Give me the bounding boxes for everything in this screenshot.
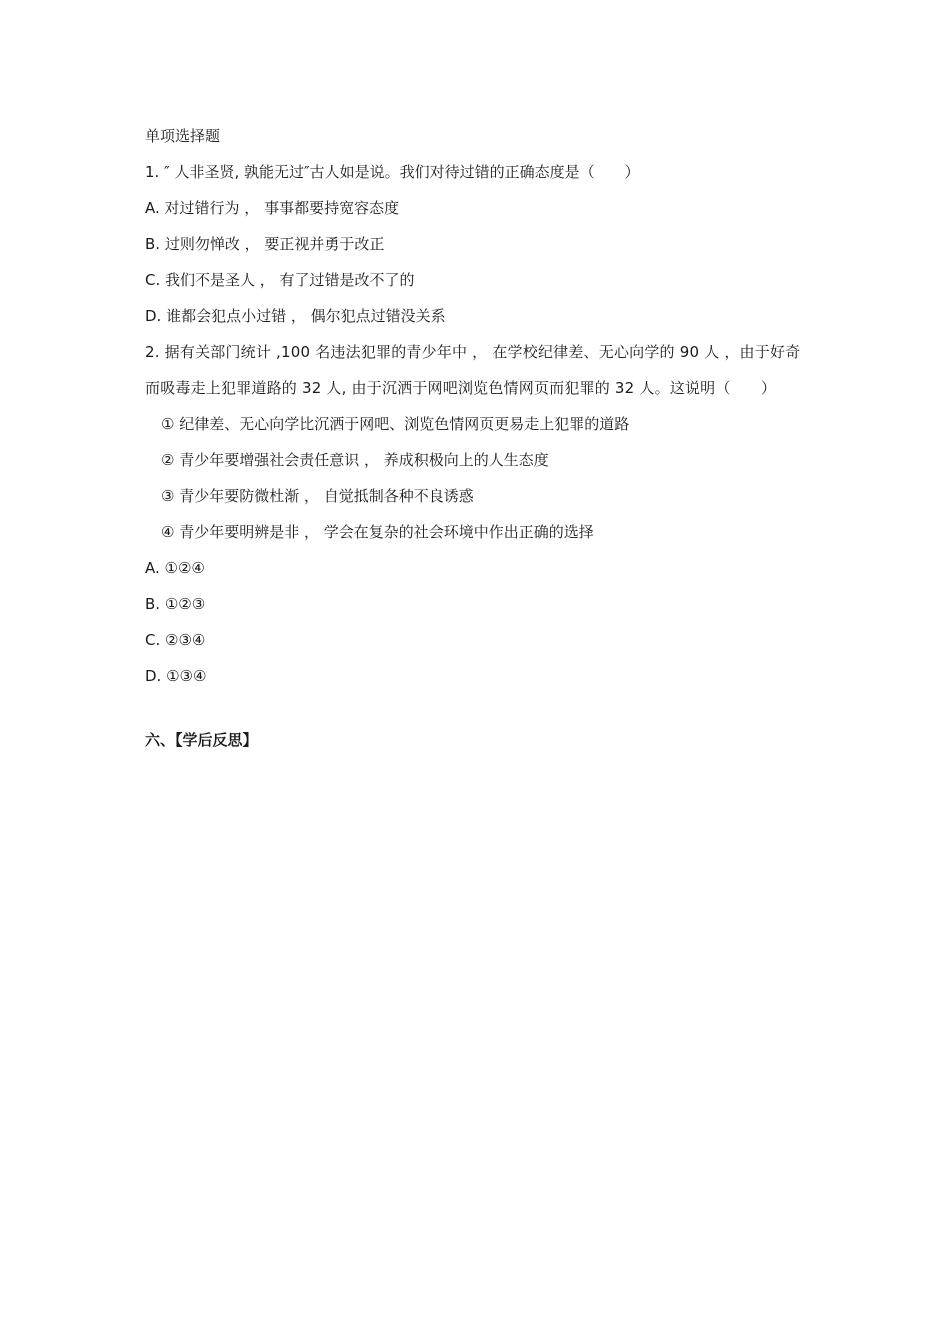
question-2-option-b: B. ①②③ (145, 595, 206, 613)
question-1-option-d: D. 谁都会犯点小过错 ， 偶尔犯点过错没关系 (145, 307, 446, 325)
reflection-heading: 六、【学后反思】 (145, 731, 258, 749)
question-1-option-a: A. 对过错行为 ， 事事都要持宽容态度 (145, 199, 400, 217)
question-2-option-c: C. ②③④ (145, 631, 206, 649)
question-2-statement-1: ① 纪律差、无心向学比沉洒于网吧、浏览色情网页更易走上犯罪的道路 (161, 415, 630, 433)
question-2-statement-2: ② 青少年要增强社会责任意识 ， 养成积极向上的人生态度 (161, 451, 549, 469)
section-title: 单项选择题 (145, 127, 221, 145)
question-1-option-c: C. 我们不是圣人 ， 有了过错是改不了的 (145, 271, 415, 289)
question-1-option-b: B. 过则勿惮改 ， 要正视并勇于改正 (145, 235, 385, 253)
question-2-option-a: A. ①②④ (145, 559, 205, 577)
question-2-statement-3: ③ 青少年要防微杜渐 ， 自觉抵制各种不良诱惑 (161, 487, 474, 505)
spacer (145, 694, 810, 722)
question-2-option-d: D. ①③④ (145, 667, 207, 685)
worksheet-page (145, 118, 810, 758)
question-1-stem: 1. ″ 人非圣贤, 孰能无过″古人如是说。我们对待过错的正确态度是（ ） (145, 163, 640, 181)
question-2-statement-4: ④ 青少年要明辨是非 ， 学会在复杂的社会环境中作出正确的选择 (161, 523, 594, 541)
question-2-stem: 2. 据有关部门统计 ,100 名违法犯罪的青少年中 ， 在学校纪律差、无心向学的 90 人 ，由于好奇而吸毒走上犯罪道路的 32 人, 由于沉洒于网吧浏览色情网页而犯罪的 32 人。这说明（ ） (145, 343, 801, 397)
